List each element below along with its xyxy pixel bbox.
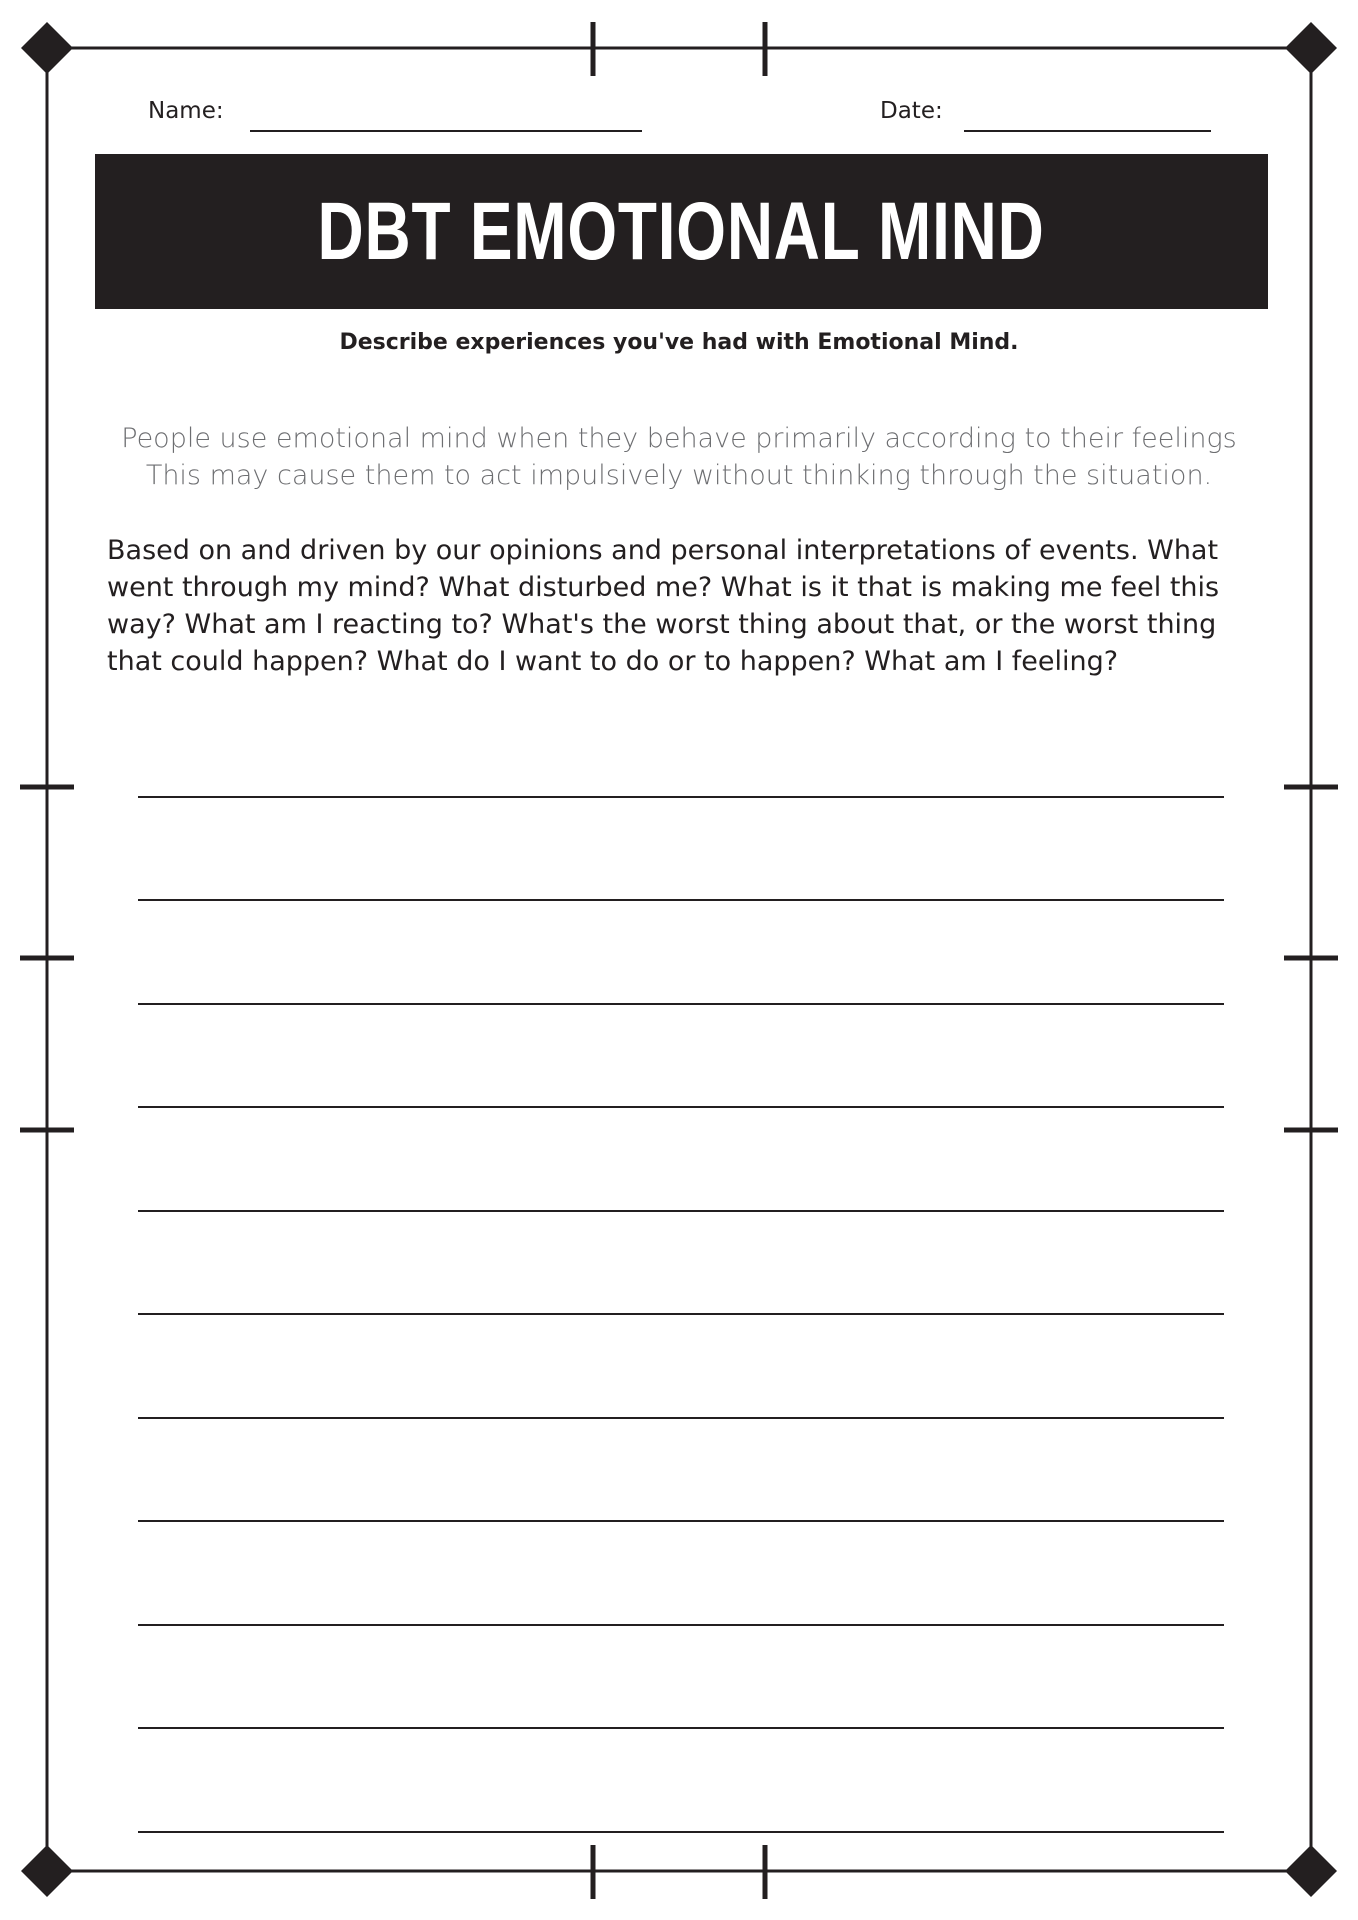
name-underline	[250, 130, 642, 132]
page-title: DBT EMOTIONAL MIND	[317, 185, 1046, 277]
writing-line[interactable]	[138, 1003, 1224, 1005]
prompt-paragraph: Based on and driven by our opinions and personal interpretations of events. What went through my mind? What disturbed me? What is it that is making me feel this way? What am I reacting to? What's the worst thing about that, or the worst thing that could happen? What do I want to do or to happen? What am I feeling?	[107, 535, 1220, 677]
date-underline	[964, 130, 1211, 132]
subtitle: Describe experiences you've had with Emotional Mind.	[339, 330, 1019, 355]
writing-line[interactable]	[138, 1106, 1224, 1108]
date-field[interactable]	[964, 96, 1219, 128]
intro-line-2: This may cause them to act impulsively without thinking through the situation.	[145, 460, 1213, 491]
writing-line[interactable]	[138, 899, 1224, 901]
corner-diamond-icon	[1285, 22, 1337, 74]
writing-line[interactable]	[138, 1624, 1224, 1626]
writing-line[interactable]	[138, 1520, 1224, 1522]
corner-diamond-icon	[21, 22, 73, 74]
intro-line-1: People use emotional mind when they behave primarily according to their feelings	[121, 423, 1237, 454]
date-label: Date:	[880, 98, 943, 124]
writing-line[interactable]	[138, 1210, 1224, 1212]
writing-line[interactable]	[138, 1831, 1224, 1833]
title-banner	[95, 154, 1268, 309]
corner-diamond-icon	[21, 1845, 73, 1897]
intro-paragraph	[60, 420, 1298, 494]
writing-line[interactable]	[138, 1727, 1224, 1729]
name-field[interactable]	[250, 96, 650, 128]
corner-diamond-icon	[1285, 1845, 1337, 1897]
writing-line[interactable]	[138, 796, 1224, 798]
writing-line[interactable]	[138, 1417, 1224, 1419]
name-label: Name:	[148, 98, 224, 124]
writing-line[interactable]	[138, 1313, 1224, 1315]
writing-area[interactable]	[138, 760, 1224, 1840]
